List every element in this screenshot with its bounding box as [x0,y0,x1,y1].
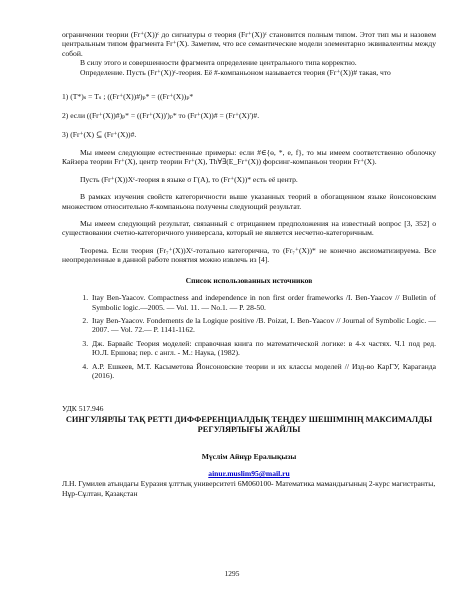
references-title: Список использованных источников [185,275,313,285]
formula-2: 2) если ((Fr⁺(X))#)ₚ* = ((Fr⁺(X))')ₚ* то (Fr⁺(X))# = (Fr⁺(X)')#. [62,111,260,121]
reference-item: 1. Itay Ben-Yaacov. Compactness and independence in non first order frameworks /I. Ben-Yaacov // Bulletin of Symbolic logic.—2005. — Vol. 11. — No.1. — P. 28-50. [90,293,436,312]
paragraph-central-type: ограничении теории (Fr⁺(X))ᶜ до сигнатуры σ теория (Fr⁺(X))ᶜ становится полным типом. Этот тип мы и назовем центральным типом фрагмента Fr⁺(X). Заметим, что все семантические модели элементарно эквивалентны между собой. [62,30,436,58]
page-number: 1295 [224,569,240,578]
article-title: СИНГУЛЯРЛЫ ТАҚ РЕТТІ ДИФФЕРЕНЦИАЛДЫҚ ТЕҢДЕУ ШЕШІМІНІҢ МАКСИМАЛДЫ РЕГУЛЯРЛЫҒЫ ЖАЙЛЫ [65,414,433,435]
formula-3: 3) (Fr⁺(X) ⊆ (Fr⁺(X))#. [62,130,137,140]
paragraph-center: Пусть (Fr⁺(X))Xᶜ-теория в языке σ Γ(A), то (Fr⁺(X))* есть её центр. [80,174,298,184]
reference-item: 4. А.Р. Ешкеев, М.Т. Касыметова Йонсоновские теории и их классы моделей // Изд-во КарГУ, Караганда (2016). [90,362,436,381]
paragraph-correctness: В силу этого и совершенности фрагмента определение центрального типа корректно. [80,58,357,68]
paragraph-categoricity: В рамках изучения свойств категоричности выше указанных теорий в обогащенном языке йонсоновским множеством относительно #-компаньона получены следующий результат. [62,192,436,211]
author-affiliation: Л.Н. Гумилев атындағы Еуразия ұлттық университеті 6М060100- Математика мамандығының 2-курс магистранты, Нұр-Сұлтан, Қазақстан [62,479,436,498]
formula-1: 1) (T*)ₛ = Tₛ ; ((Fr⁺(X))#)ₚ* = ((Fr⁺(X))ₚ* [62,92,194,102]
references-list [62,293,436,380]
author-name: Мүслім Айнұр Ералықызы [201,451,297,461]
author-email-link[interactable]: ainur.muslim95@mail.ru [208,468,290,478]
udk-code: УДК 517.946 [62,404,104,414]
paragraph-result: Мы имеем следующий результат, связанный с отрицанием предположения на известный вопрос [3, 352] о существовании счетно-категоричного универсала, который не является несчетно-категоричным. [62,219,436,238]
paragraph-examples: Мы имеем следующие естественные примеры: если #∈{ɵ, *, e, f}, то мы имеем соответственно оболочку Кайзера теории Fr⁺(X), центр теории Fr⁺(X), Th∀∃(E_Fr⁺(X)) форсинг-компаньон теории Fr⁺(X). [62,148,436,167]
paragraph-theorem: Теорема. Если теория (Fr₇⁺(X))Xᶜ-тотально категорична, то (Fr₇⁺(X))* не конечно аксиоматизируема. Все неопределенные в данной работе понятия можно извлечь из [4]. [62,245,436,265]
reference-item: 3. Дж. Барвайс Теория моделей: справочная книга по математической логике: в 4-х частях. Ч.1 под ред. Ю.Л. Ершова; пер. с англ. - М.: Наука, (1982). [90,339,436,358]
reference-item: 2. Itay Ben-Yaacov. Fondements de la Logique positive /B. Poizat, I. Ben-Yaacov // Journal of Symbolic Logic. —2007. — Vol. 72.— P. 1141-1162. [90,316,436,335]
paragraph-definition: Определение. Пусть (Fr⁺(X))ᶜ-теория. Её #-компаньоном называется теория (Fr⁺(X))# такая, что [80,67,391,77]
